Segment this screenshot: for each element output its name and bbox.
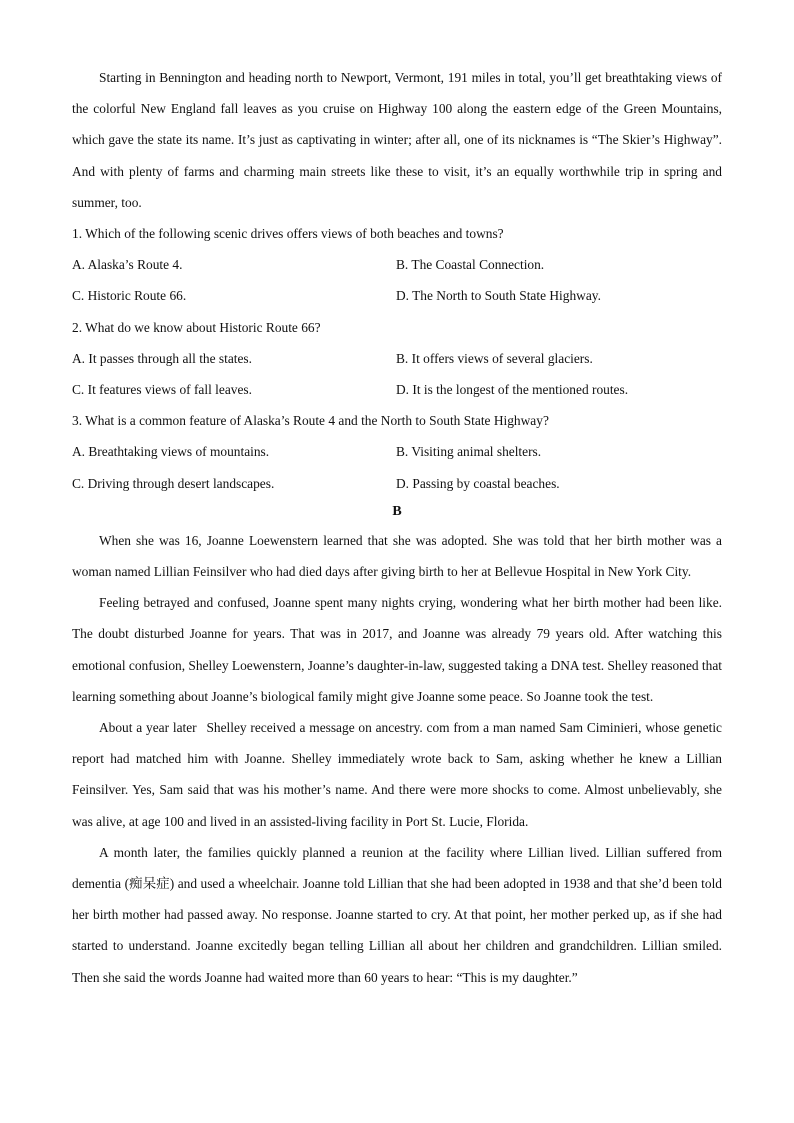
paragraph-3-body: Shelley received a message on ancestry. com from a man named Sam Ciminieri, whose genetic report had matched him with Joanne. Shelley immediately wrote back to Sam, asking whether he knew a Lillian Feinsilver. Yes, Sam said that was his mother’s name. And there were more shocks to come. Almost unbelievably, she was alive, at age 100 and lived in an assisted-living facility in Port St. Lucie, Florida. bbox=[72, 720, 722, 829]
option-c: C. Historic Route 66. bbox=[72, 288, 187, 304]
question-2 bbox=[72, 312, 722, 406]
question-options bbox=[72, 249, 722, 311]
question-3 bbox=[72, 405, 722, 499]
question-stem: 3. What is a common feature of Alaska’s Route 4 and the North to South State Highway? bbox=[72, 413, 549, 429]
passage-a-paragraph: Starting in Bennington and heading north to Newport, Vermont, 191 miles in total, you’ll get breathtaking views of the colorful New England fall leaves as you cruise on Highway 100 along the eastern edge of the Green Mountains, which gave the state its name. It’s just as captivating in winter; after all, one of its nicknames is “The Skier’s Highway”. And with plenty of farms and charming main streets like these to visit, it’s an equally worthwhile trip in spring and summer, too. bbox=[72, 70, 722, 210]
option-d: D. Passing by coastal beaches. bbox=[396, 475, 560, 491]
document-page bbox=[72, 62, 722, 993]
option-b: B. The Coastal Connection. bbox=[396, 257, 545, 273]
section-b-title: B bbox=[392, 503, 402, 519]
option-a: A. It passes through all the states. bbox=[72, 350, 252, 366]
option-b: B. Visiting animal shelters. bbox=[396, 444, 542, 460]
question-options bbox=[72, 343, 722, 405]
question-stem: 1. Which of the following scenic drives offers views of both beaches and towns? bbox=[72, 226, 504, 242]
section-b-paragraph-1: When she was 16, Joanne Loewenstern learned that she was adopted. She was told that her birth mother was a woman named Lillian Feinsilver who had died days after giving birth to her at Bellevue Hospital in New York City. bbox=[72, 532, 722, 580]
option-b: B. It offers views of several glaciers. bbox=[396, 350, 593, 366]
option-c: C. It features views of fall leaves. bbox=[72, 382, 252, 398]
option-d: D. It is the longest of the mentioned routes. bbox=[396, 382, 629, 398]
question-stem: 2. What do we know about Historic Route 66? bbox=[72, 319, 321, 335]
question-1 bbox=[72, 218, 722, 312]
section-b-paragraph-2: Feeling betrayed and confused, Joanne spent many nights crying, wondering what her birth mother had been like. The doubt disturbed Joanne for years. That was in 2017, and Joanne was already 79 years old. After watching this emotional confusion, Shelley Loewenstern, Joanne’s daughter-in-law, suggested taking a DNA test. Shelley reasoned that learning something about Joanne’s biological family might give Joanne some peace. So Joanne took the test. bbox=[72, 595, 723, 704]
paragraph-3-opening: About a year later bbox=[99, 720, 197, 736]
section-b-paragraph-4: A month later, the families quickly planned a reunion at the facility where Lillian lived. Lillian suffered from dementia (痴呆症) and used a wheelchair. Joanne told Lillian that she had been adopted in 1938 and that she’d been told her birth mother had passed away. No response. Joanne started to cry. At that point, her mother perked up, as if she had started to understand. Joanne excitedly began telling Lillian all about her children and grandchildren. Lillian smiled. Then she said the words Joanne had waited more than 60 years to hear: “This is my daughter.” bbox=[72, 844, 722, 985]
option-a: A. Breathtaking views of mountains. bbox=[72, 444, 270, 460]
option-d: D. The North to South State Highway. bbox=[396, 288, 601, 304]
option-a: A. Alaska’s Route 4. bbox=[72, 257, 183, 273]
option-c: C. Driving through desert landscapes. bbox=[72, 475, 275, 491]
section-b-paragraph-3 bbox=[72, 712, 722, 837]
question-options bbox=[72, 436, 722, 498]
